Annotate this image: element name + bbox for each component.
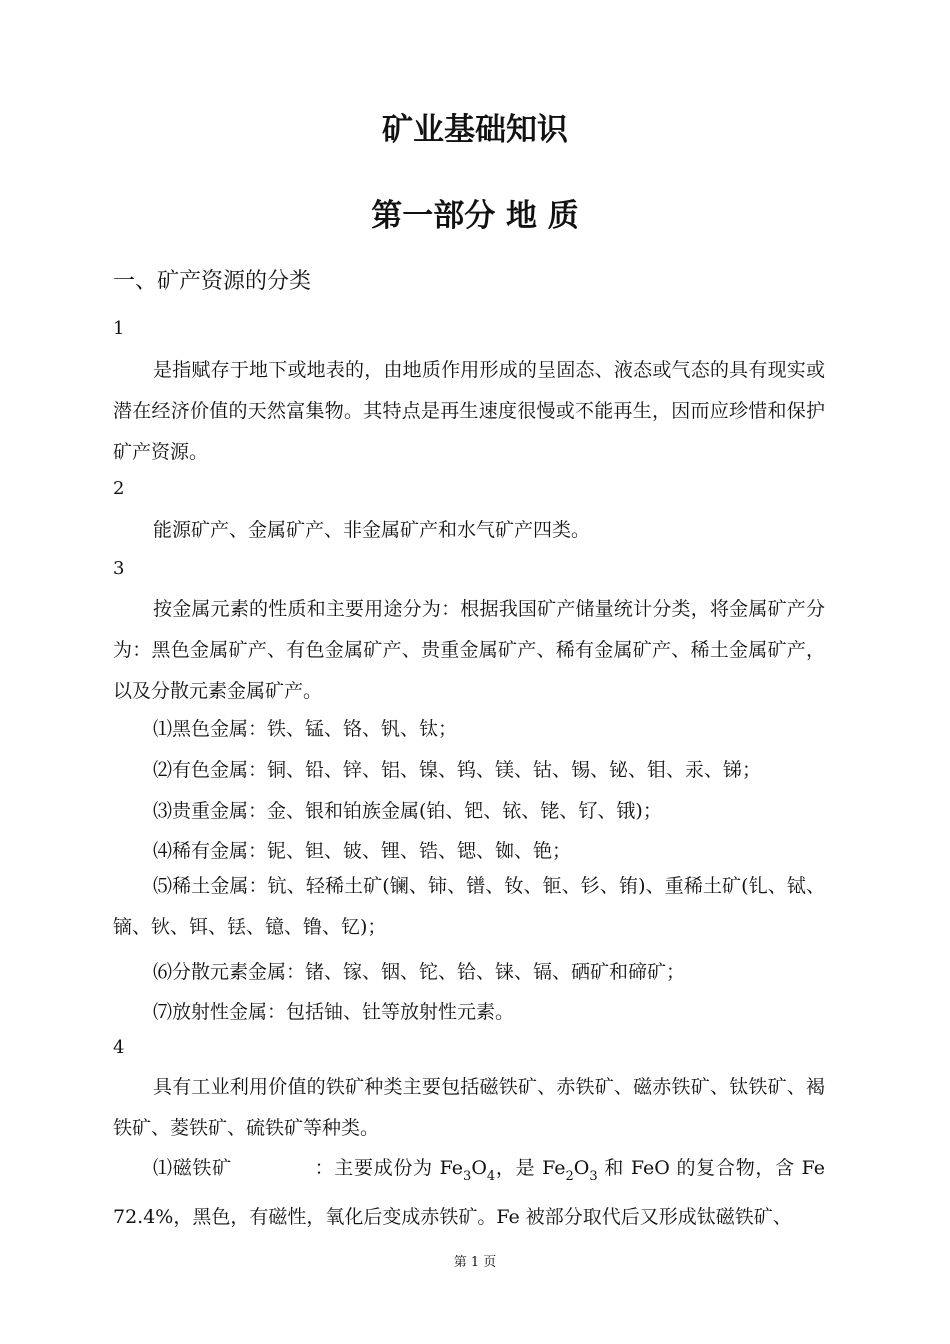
metal-item-radioactive: ⑺放射性金属：包括铀、钍等放射性元素。 (153, 1001, 515, 1023)
metal-item-precious: ⑶贵重金属：金、银和铂族金属(铂、钯、铱、铑、钌、锇)； (153, 800, 662, 822)
paragraph-2 (113, 510, 825, 551)
part-title: 第一部分 地 质 (371, 198, 579, 234)
item-number-1: 1 (113, 318, 125, 339)
fe3o4-subscript-4: 4 (486, 1169, 496, 1184)
metal-item-ferrous: ⑴黑色金属：铁、锰、铬、钒、钛； (153, 718, 458, 740)
fe2o3-subscript-3: 3 (589, 1169, 598, 1184)
paragraph-3 (113, 589, 825, 712)
paragraph-4-text: 具有工业利用价值的铁矿种类主要包括磁铁矿、赤铁矿、磁赤铁矿、钛铁矿、褐铁矿、菱铁矿、硫铁矿等种类。 (113, 1076, 825, 1139)
magnetite-text (113, 1148, 825, 1238)
paragraph-1-text: 是指赋存于地下或地表的，由地质作用形成的呈固态、液态或气态的具有现实或潜在经济价值的天然富集物。其特点是再生速度很慢或不能再生，因而应珍惜和保护矿产资源。 (113, 359, 825, 463)
paragraph-1 (113, 350, 825, 473)
fe3o4-subscript-3: 3 (463, 1169, 472, 1184)
magnetite-composition: ：主要成份为 Fe (313, 1157, 464, 1179)
metal-item-dispersed: ⑹分散元素金属：锗、镓、铟、铊、铪、铼、镉、硒矿和碲矿； (153, 961, 686, 983)
item-number-4: 4 (113, 1037, 125, 1058)
magnetite-label: ⑴磁铁矿 (153, 1157, 232, 1179)
fe3o4-oxygen: O (471, 1157, 487, 1179)
metal-item-rare: ⑷稀有金属：铌、钽、铍、锂、锆、锶、铷、铯； (153, 840, 572, 862)
fe2o3-subscript-2: 2 (565, 1169, 574, 1184)
paragraph-4 (113, 1067, 825, 1149)
page-footer: 第 1 页 (453, 1255, 497, 1270)
metal-item-nonferrous: ⑵有色金属：铜、铅、锌、铝、镍、钨、镁、钴、锡、铋、钼、汞、锑； (153, 759, 762, 781)
magnetite-paragraph (113, 1148, 825, 1238)
metal-item-rare-earth: ⑸稀土金属：钪、轻稀土矿(镧、铈、镨、钕、钷、钐、铕)、重稀土矿(钆、铽、镝、钬、铒、铥、镱、镥、钇)； (113, 875, 825, 938)
fe2o3-oxygen: O (573, 1157, 590, 1179)
section-heading: 一、矿产资源的分类 (113, 269, 312, 294)
magnetite-tail: 和 FeO 的复合物，含 Fe 72.4%，黑色，有磁性，氧化后变成赤铁矿。Fe 被部分取代后又形成钛磁铁矿、 (113, 1157, 825, 1228)
paragraph-3-text: 按金属元素的性质和主要用途分为：根据我国矿产储量统计分类，将金属矿产分为：黑色金属矿产、有色金属矿产、贵重金属矿产、稀有金属矿产、稀土金属矿产，以及分散元素金属矿产。 (113, 598, 825, 702)
document-title: 矿业基础知识 (382, 112, 568, 148)
item-number-2: 2 (113, 478, 125, 499)
item-number-3: 3 (113, 558, 125, 579)
paragraph-2-text: 能源矿产、金属矿产、非金属矿产和水气矿产四类。 (153, 519, 591, 541)
magnetite-mid: ，是 Fe (495, 1157, 566, 1179)
